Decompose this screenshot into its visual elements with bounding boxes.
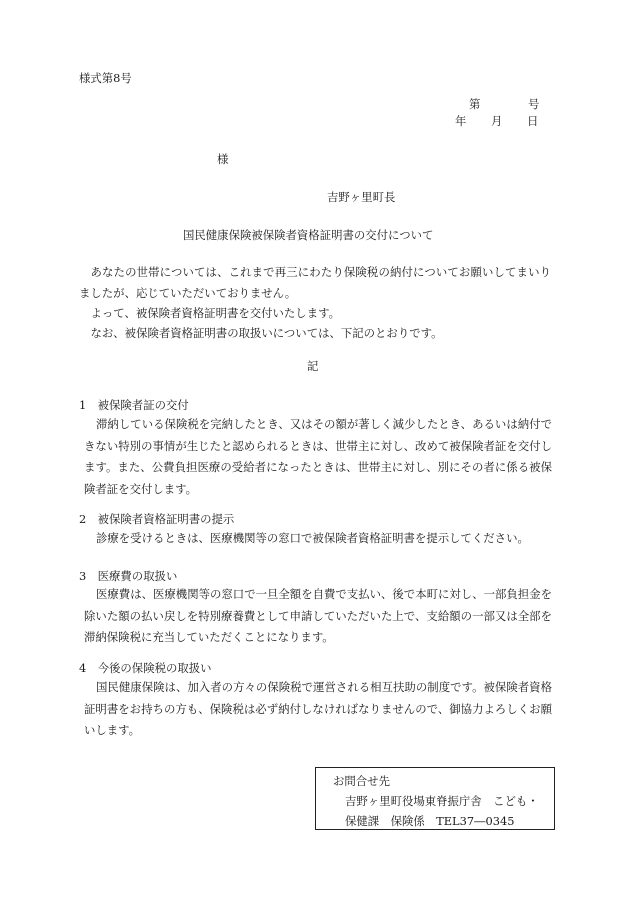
subject-title: 国民健康保険被保険者資格証明書の交付について [183, 228, 434, 242]
number-prefix: 第 [469, 97, 481, 111]
date-month: 月 [491, 114, 503, 128]
section-4-text: 国民健康保険は、加入者の方々の保険税で運営される相互扶助の制度です。被保険者資格証明書をお持ちの方も、保険税は必ず納付しなければなりませんので、御協力よろしくお願いします。 [84, 680, 552, 737]
section-1-text: 滞納している保険税を完納したとき、又はその額が著しく減少したとき、あるいは納付できない特別の事情が生じたと認められるときは、世帯主に対し、改めて被保険者証を交付します。また、公費負担医療の受給者になったときは、世帯主に対し、別にその者に係る被保険者証を交付します。 [84, 417, 552, 496]
contact-box [315, 767, 555, 830]
section-3-text: 医療費は、医療機関等の窓口で一旦全額を自費で支払い、後で本町に対し、一部負担金を除いた額の払い戻しを特別療養費として申請していただいた上で、支給額の一部又は全部を滞納保険税に充当していただくことになります。 [84, 587, 552, 644]
section-1-heading: 1 被保険者証の交付 [79, 398, 189, 412]
section-2-body [84, 528, 552, 550]
sender-name: 吉野ヶ里町長 [327, 190, 396, 204]
contact-line-2: 保健課 保険係 TEL37―0345 [345, 814, 515, 828]
intro-paragraph-2: よって、被保険者資格証明書を交付いたします。 [90, 306, 340, 320]
section-3-heading: 3 医療費の取扱い [79, 569, 178, 583]
date-day: 日 [527, 114, 539, 128]
form-number: 様式第8号 [79, 71, 132, 85]
date-year: 年 [455, 114, 467, 128]
section-4-heading: 4 今後の保険税の取扱い [79, 661, 212, 675]
section-1-body [84, 414, 552, 500]
intro-paragraph-1: あなたの世帯については、これまで再三にわたり保険税の納付についてお願いしてまいりましたが、応じていただいておりません。 [79, 265, 551, 300]
contact-line-1: 吉野ヶ里町役場東脊振庁舎 こども・ [345, 794, 539, 808]
addressee-suffix: 様 [217, 152, 229, 166]
section-2-text: 診療を受けるときは、医療機関等の窓口で被保険者資格証明書を提示してください。 [96, 531, 529, 545]
section-3-body [84, 584, 552, 649]
section-4-body [84, 677, 552, 742]
ki-heading: 記 [307, 359, 319, 373]
section-2-heading: 2 被保険者資格証明書の提示 [79, 512, 235, 526]
contact-label: お問合せ先 [333, 774, 390, 788]
intro-paragraph-3: なお、被保険者資格証明書の取扱いについては、下記のとおりです。 [90, 326, 443, 340]
number-suffix: 号 [528, 97, 540, 111]
